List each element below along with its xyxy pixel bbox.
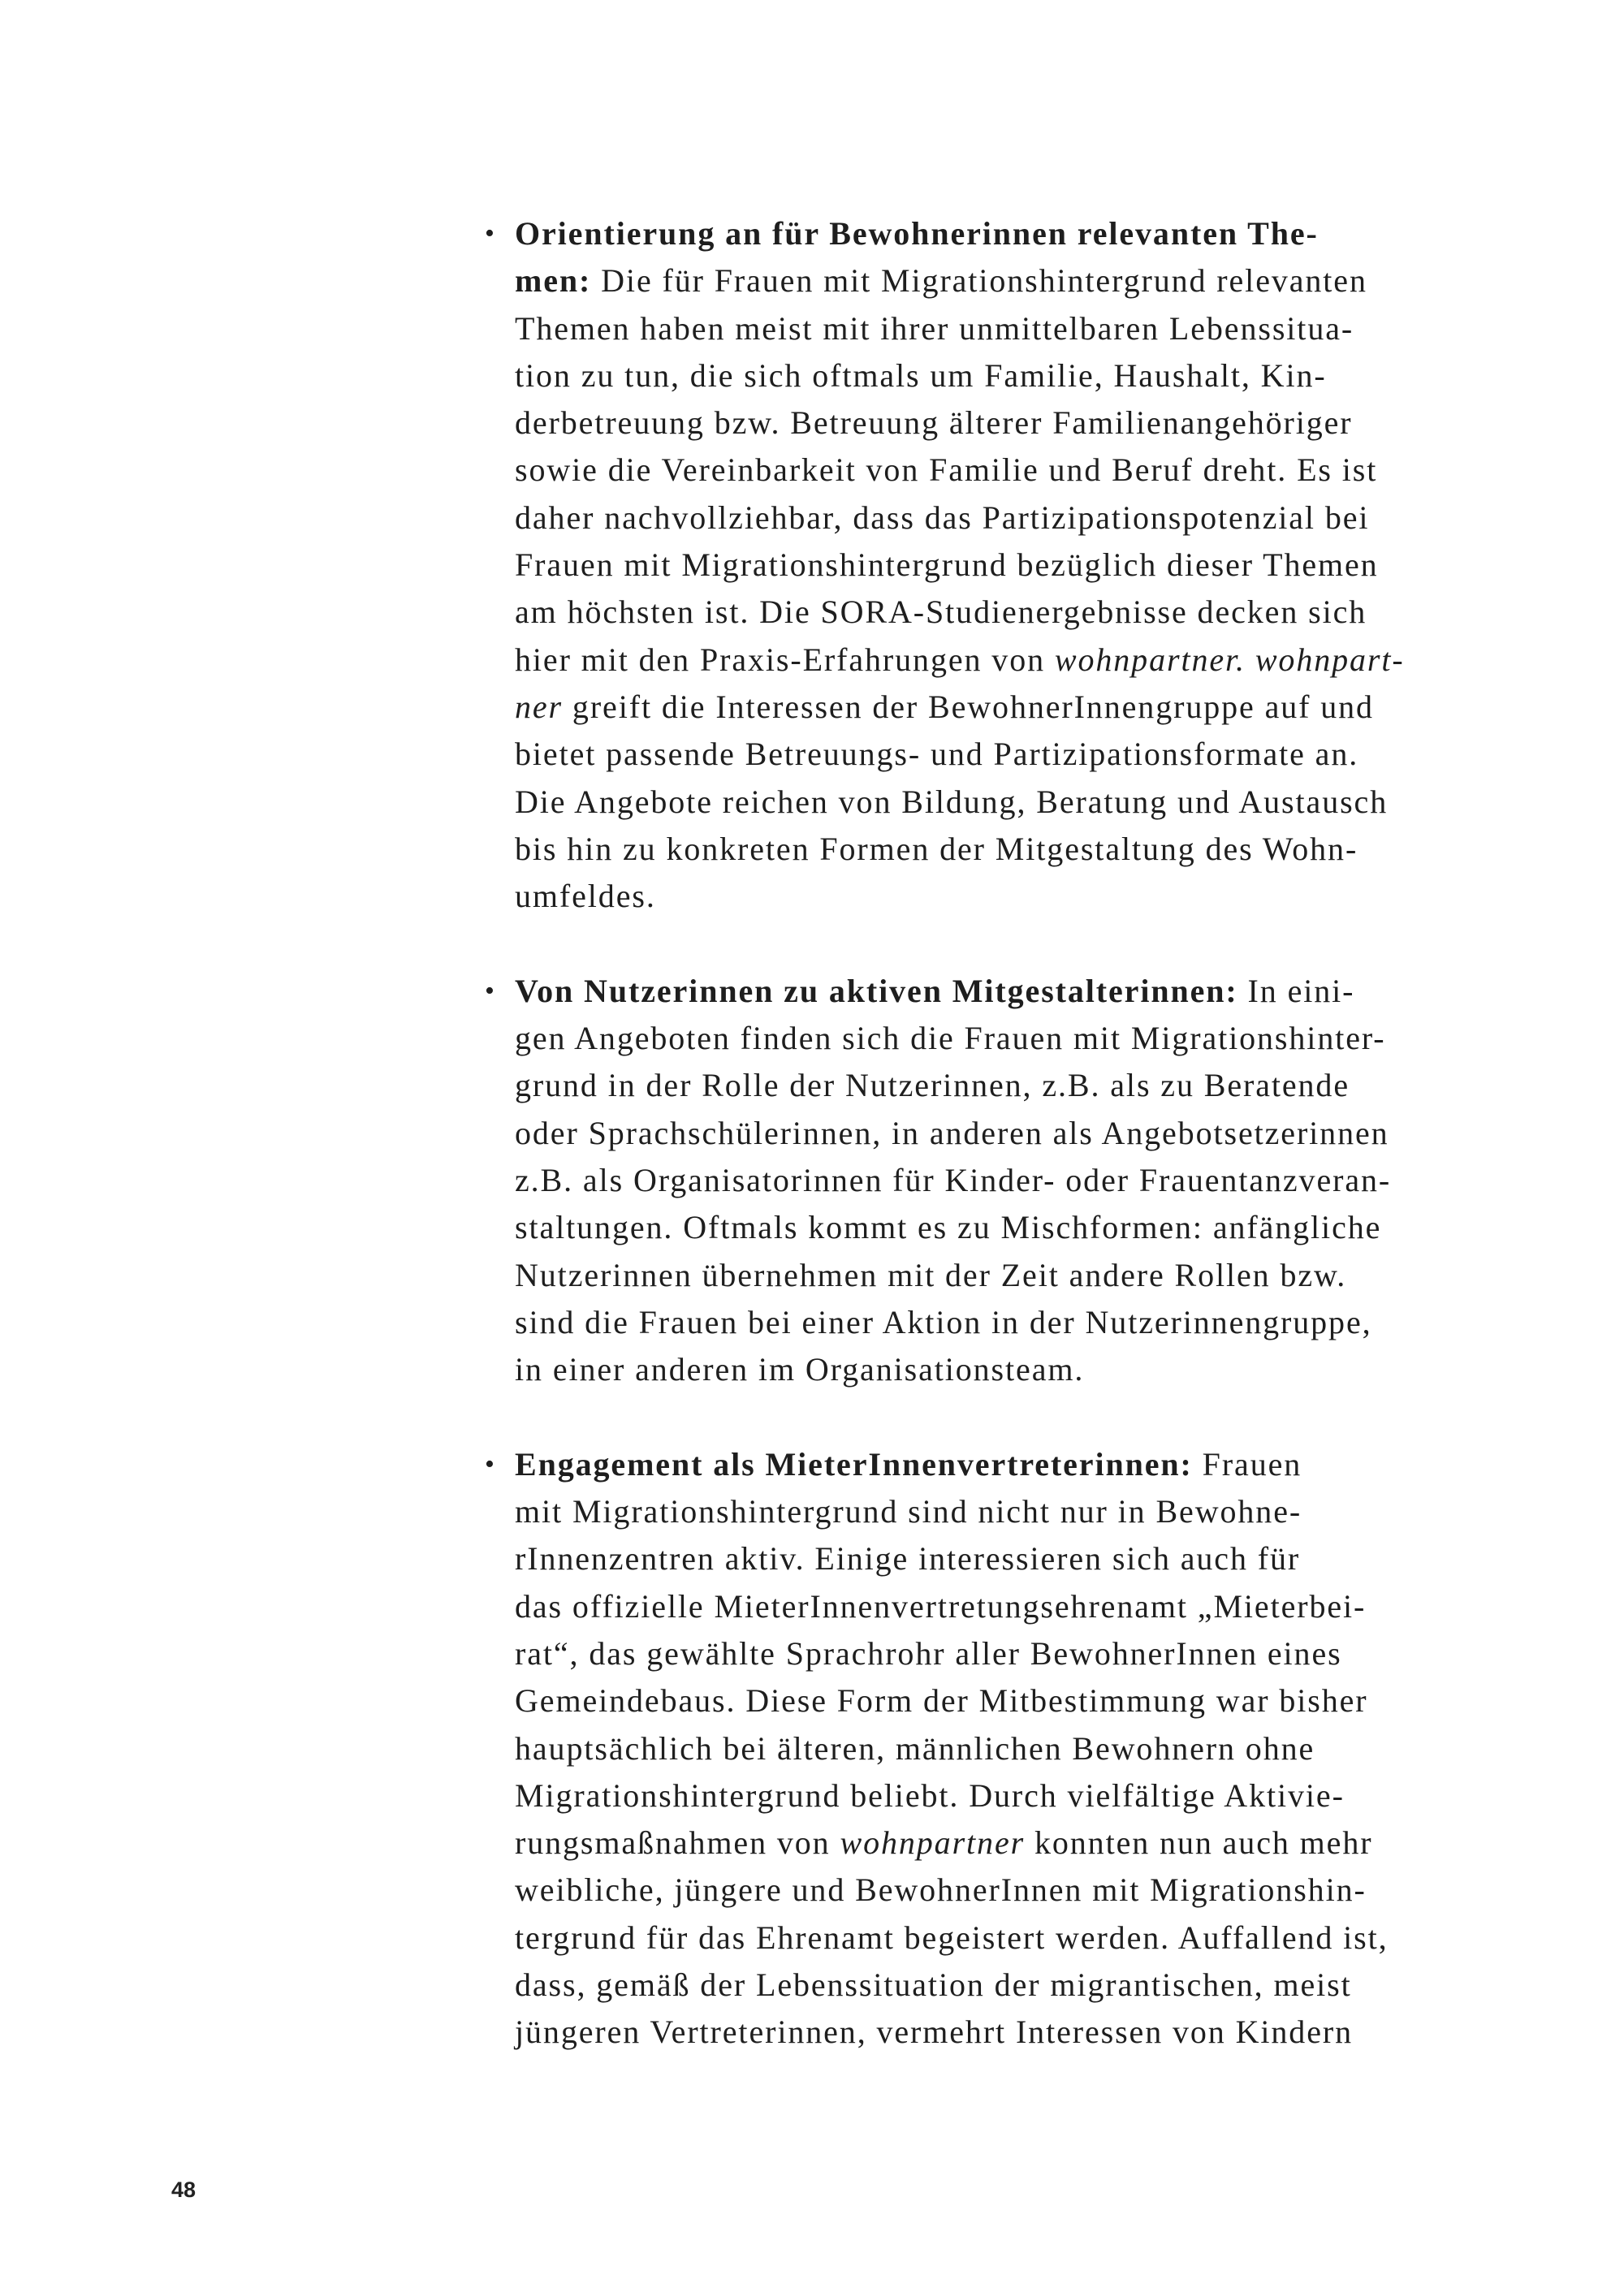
text-line: umfeldes.	[515, 878, 656, 915]
text-line: staltungen. Oftmals kommt es zu Mischformen: anfängliche	[515, 1209, 1382, 1246]
text-run: Frauen	[1192, 1445, 1302, 1483]
text-line: mit Migrationshintergrund sind nicht nur in Bewohne-	[515, 1493, 1302, 1530]
text-line: jüngeren Vertreterinnen, vermehrt Interessen von Kindern	[515, 2014, 1353, 2051]
bullet-heading: Von Nutzerinnen zu aktiven Mitgestalterinnen:	[515, 972, 1238, 1009]
bullet-heading: Engagement als MieterInnenvertreterinnen:	[515, 1445, 1193, 1483]
text-line	[515, 257, 1424, 304]
text-line: rat“, das gewählte Sprachrohr aller BewohnerInnen eines	[515, 1634, 1342, 1672]
text-line: Frauen mit Migrationshintergrund bezüglich dieser Themen	[515, 546, 1379, 584]
bullet-item	[485, 1441, 1424, 2057]
bullet-marker: •	[485, 975, 495, 1006]
text-column	[485, 210, 1424, 2104]
bullet-item	[485, 210, 1424, 920]
text-run: rungsmaßnahmen von	[515, 1824, 840, 1862]
italic-term: wohnpartner	[840, 1824, 1026, 1862]
italic-term: wohnpartner. wohnpart-	[1054, 641, 1405, 678]
text-line: z.B. als Organisatorinnen für Kinder- oder Frauentanzveran-	[515, 1161, 1392, 1198]
text-line: sind die Frauen bei einer Aktion in der Nutzerinnengruppe,	[515, 1303, 1372, 1340]
text-line: sowie die Vereinbarkeit von Familie und Beruf dreht. Es ist	[515, 451, 1378, 489]
text-line	[515, 1819, 1424, 1867]
text-line: tion zu tun, die sich oftmals um Familie, Haushalt, Kin-	[515, 356, 1327, 394]
text-line: am höchsten ist. Die SORA-Studienergebnisse decken sich	[515, 594, 1367, 631]
bullet-item	[485, 968, 1424, 1394]
text-run: greift die Interessen der BewohnerInnengruppe auf und	[563, 688, 1374, 725]
text-line	[515, 968, 1424, 1015]
text-run: konnten nun auch mehr	[1025, 1824, 1373, 1862]
text-run: hier mit den Praxis-Erfahrungen von	[515, 641, 1055, 678]
text-line: daher nachvollziehbar, dass das Partizipationspotenzial bei	[515, 499, 1370, 536]
text-line	[515, 637, 1424, 684]
text-line: das offizielle MieterInnenvertretungsehrenamt „Mieterbei-	[515, 1587, 1367, 1625]
bullet-marker: •	[485, 1448, 495, 1479]
bullet-heading-line: Orientierung an für Bewohnerinnen relevanten The-	[515, 215, 1319, 252]
text-line: weibliche, jüngere und BewohnerInnen mit Migrationshin-	[515, 1871, 1367, 1909]
text-line: Nutzerinnen übernehmen mit der Zeit andere Rollen bzw.	[515, 1256, 1347, 1293]
text-line: dass, gemäß der Lebenssituation der migrantischen, meist	[515, 1966, 1352, 2003]
text-line	[515, 1441, 1424, 1488]
text-line: derbetreuung bzw. Betreuung älterer Familienangehöriger	[515, 404, 1353, 442]
text-run: Die für Frauen mit Migrationshintergrund relevanten	[591, 262, 1367, 300]
text-line: in einer anderen im Organisationsteam.	[515, 1351, 1085, 1388]
text-run: In eini-	[1237, 972, 1355, 1009]
italic-term: ner	[515, 688, 564, 725]
text-line: Migrationshintergrund beliebt. Durch vielfältige Aktivie-	[515, 1776, 1345, 1814]
text-line: rInnenzentren aktiv. Einige interessieren sich auch für	[515, 1540, 1301, 1578]
text-line: hauptsächlich bei älteren, männlichen Bewohnern ohne	[515, 1729, 1315, 1767]
bullet-marker: •	[485, 218, 495, 248]
text-line: Gemeindebaus. Diese Form der Mitbestimmung war bisher	[515, 1682, 1368, 1720]
text-line: oder Sprachschülerinnen, in anderen als Angebotsetzerinnen	[515, 1114, 1389, 1151]
text-line: bietet passende Betreuungs- und Partizipationsformate an.	[515, 736, 1359, 773]
text-line: bis hin zu konkreten Formen der Mitgestaltung des Wohn-	[515, 830, 1358, 867]
text-line: Themen haben meist mit ihrer unmittelbaren Lebenssitua-	[515, 309, 1354, 347]
text-line: Die Angebote reichen von Bildung, Beratung und Austausch	[515, 783, 1389, 820]
page-number: 48	[171, 2178, 197, 2202]
text-line: gen Angeboten finden sich die Frauen mit Migrationshinter-	[515, 1020, 1386, 1057]
text-line: grund in der Rolle der Nutzerinnen, z.B. als zu Beratende	[515, 1067, 1350, 1104]
text-line	[515, 684, 1424, 731]
text-line: tergrund für das Ehrenamt begeistert werden. Auffallend ist,	[515, 1919, 1389, 1956]
bullet-heading: men:	[515, 262, 592, 300]
